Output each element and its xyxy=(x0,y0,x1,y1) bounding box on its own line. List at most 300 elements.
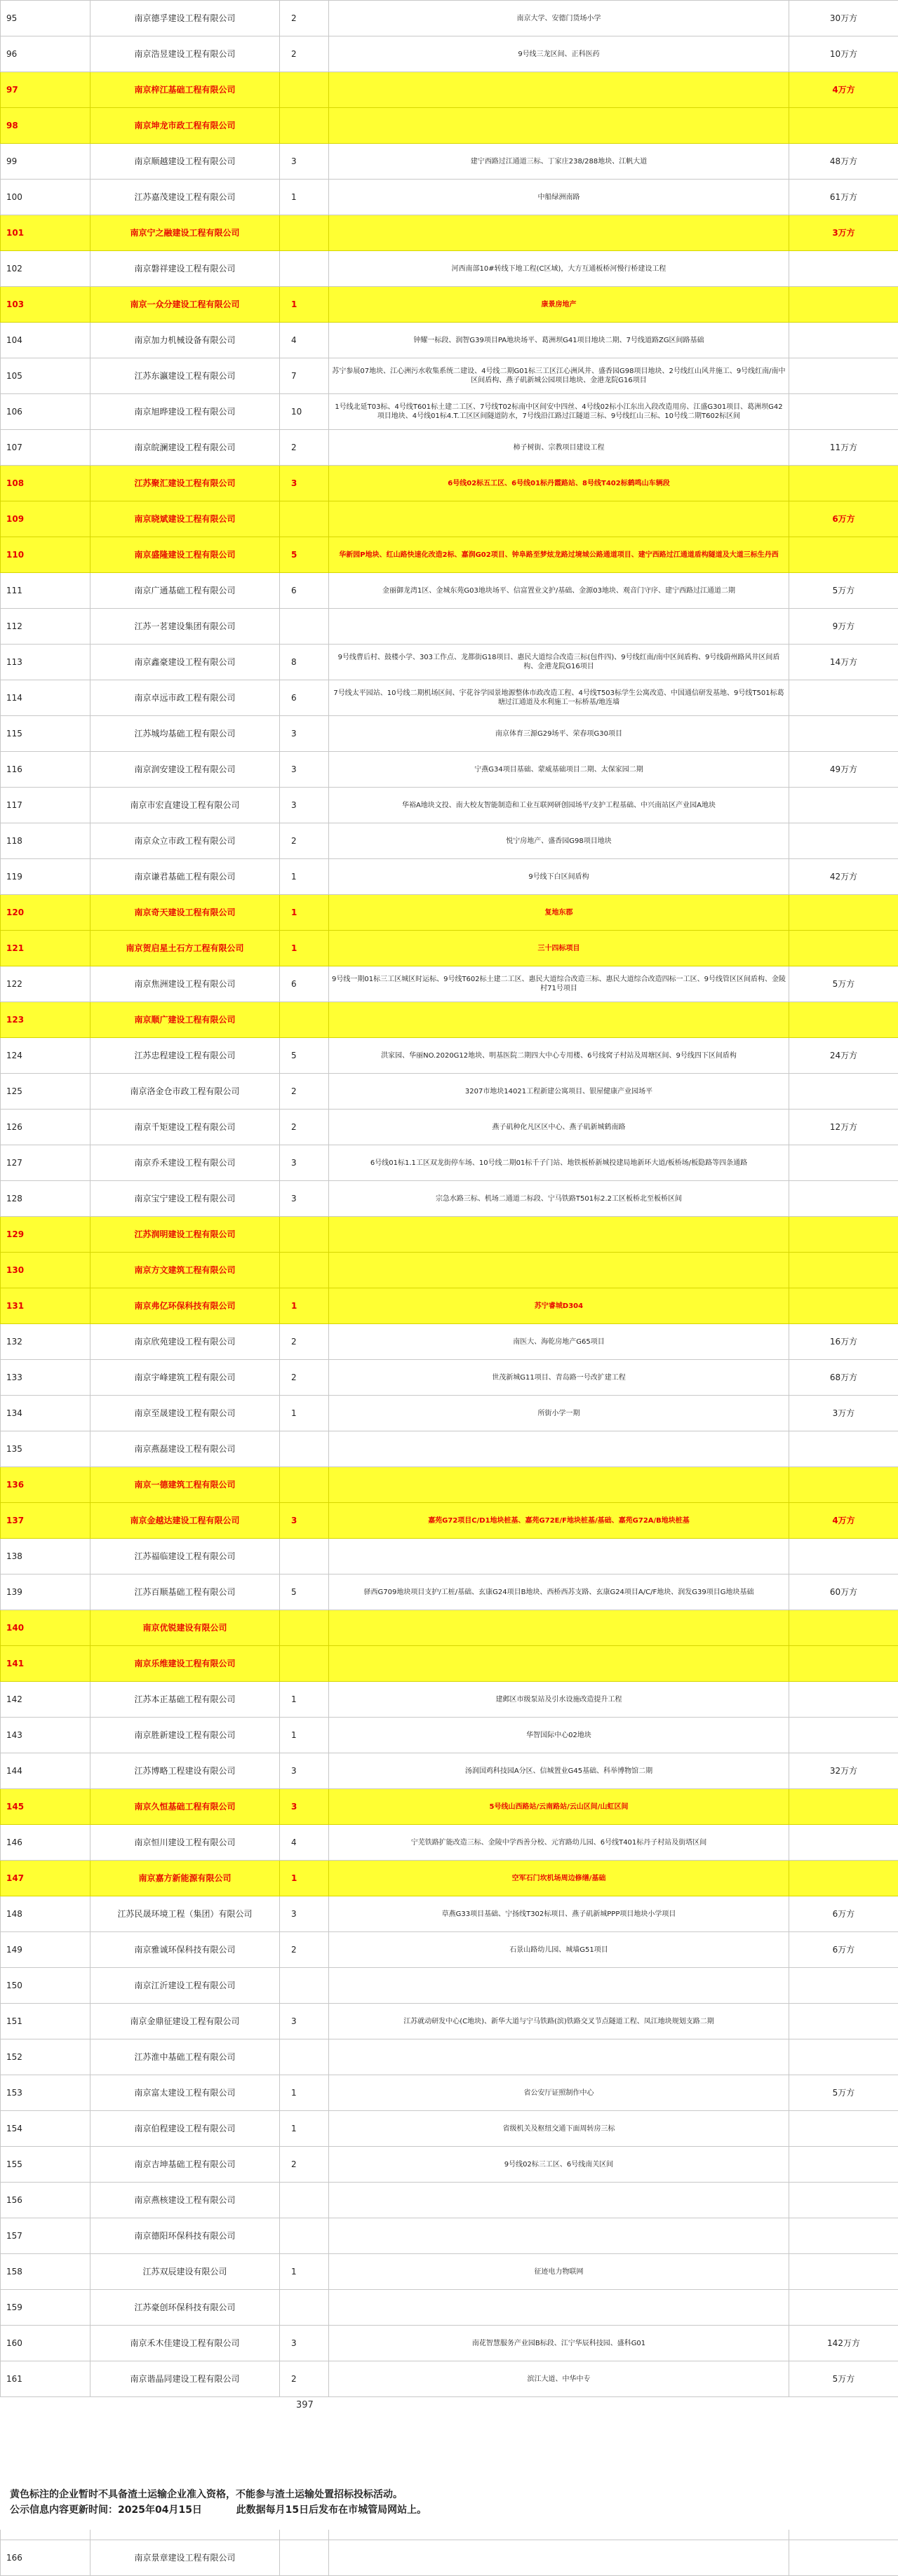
row-index: 98 xyxy=(1,108,91,144)
project-count: 8 xyxy=(280,645,329,680)
row-index: 143 xyxy=(1,1718,91,1753)
project-count: 5 xyxy=(280,1038,329,1074)
project-count: 2 xyxy=(280,1074,329,1110)
project-count: 2 xyxy=(280,1110,329,1145)
table-row xyxy=(1,2326,898,2361)
row-index: 116 xyxy=(1,752,91,788)
earth-volume: 32万方 xyxy=(789,1753,898,1789)
project-count: 3 xyxy=(280,1145,329,1181)
project-list xyxy=(329,1539,789,1574)
row-index: 103 xyxy=(1,287,91,323)
table-row xyxy=(1,1896,898,1932)
row-index: 153 xyxy=(1,2075,91,2111)
company-name: 江苏嘉茂建设工程有限公司 xyxy=(91,180,280,215)
company-name: 南京谦君基础工程有限公司 xyxy=(91,859,280,895)
row-index: 118 xyxy=(1,823,91,859)
footer-notes xyxy=(10,2487,427,2518)
project-list: 苏宁睿城D304 xyxy=(329,1288,789,1324)
project-count xyxy=(280,1467,329,1503)
project-list xyxy=(329,1968,789,2004)
project-list: 三十四标项目 xyxy=(329,931,789,966)
earth-volume: 142万方 xyxy=(789,2326,898,2361)
row-index: 96 xyxy=(1,36,91,72)
row-index: 128 xyxy=(1,1181,91,1217)
earth-volume: 5万方 xyxy=(789,2075,898,2111)
company-name: 江苏聚汇建设工程有限公司 xyxy=(91,466,280,501)
company-name: 江苏润明建设工程有限公司 xyxy=(91,1217,280,1253)
project-count: 6 xyxy=(280,966,329,1002)
project-list: 省级机关及枢纽交通下面周转房三标 xyxy=(329,2111,789,2147)
company-name: 南京宁之融建设工程有限公司 xyxy=(91,215,280,251)
table-row xyxy=(1,323,898,358)
project-count xyxy=(280,1217,329,1253)
table-row xyxy=(1,1,898,36)
company-name: 江苏淮中基础工程有限公司 xyxy=(91,2039,280,2075)
earth-volume xyxy=(789,2540,898,2576)
project-list xyxy=(329,1253,789,1288)
company-name: 南京广通基础工程有限公司 xyxy=(91,573,280,609)
project-list xyxy=(329,215,789,251)
company-name: 南京方文建筑工程有限公司 xyxy=(91,1253,280,1288)
project-list xyxy=(329,2183,789,2218)
project-count: 1 xyxy=(280,2111,329,2147)
table-row xyxy=(1,1181,898,1217)
row-index: 124 xyxy=(1,1038,91,1074)
earth-volume: 9万方 xyxy=(789,609,898,645)
earth-volume xyxy=(789,1002,898,1038)
project-list: 宗急水路三标、机场二通道二标段、宁马铁路T501标2.2工区板桥北至板桥区间 xyxy=(329,1181,789,1217)
project-list: 洪家园、华丽NO.2020G12地块、明基医院二期四大中心专用楼、6号线窝子村站及周塘区间、9号线四下区间盾构 xyxy=(329,1038,789,1074)
row-index: 102 xyxy=(1,251,91,287)
project-count xyxy=(280,2290,329,2326)
project-count xyxy=(280,1002,329,1038)
table-row xyxy=(1,144,898,180)
earth-volume xyxy=(789,1610,898,1646)
project-count xyxy=(280,215,329,251)
company-name: 南京一众分建设工程有限公司 xyxy=(91,287,280,323)
row-index: 132 xyxy=(1,1324,91,1360)
project-list: 南京体育三源G29场平、荣春项G30项目 xyxy=(329,716,789,752)
project-count xyxy=(280,2540,329,2576)
table-row xyxy=(1,2290,898,2326)
project-count: 1 xyxy=(280,1288,329,1324)
project-list: 5号线山西路站/云南路站/云山区间/山虹区间 xyxy=(329,1789,789,1825)
row-index: 147 xyxy=(1,1861,91,1896)
table-row xyxy=(1,716,898,752)
project-count: 3 xyxy=(280,1503,329,1539)
row-index: 104 xyxy=(1,323,91,358)
company-name: 南京胜新建设工程有限公司 xyxy=(91,1718,280,1753)
project-count xyxy=(280,1610,329,1646)
table-row xyxy=(1,788,898,823)
project-list: 9号线02标三工区、6号线南关区间 xyxy=(329,2147,789,2183)
company-name: 南京乔禾建设工程有限公司 xyxy=(91,1145,280,1181)
earth-volume xyxy=(789,823,898,859)
table-row xyxy=(1,752,898,788)
table-body xyxy=(1,1,898,2576)
table-row xyxy=(1,680,898,716)
row-index: 160 xyxy=(1,2326,91,2361)
row-index: 127 xyxy=(1,1145,91,1181)
row-index: 141 xyxy=(1,1646,91,1682)
table-row xyxy=(1,2147,898,2183)
earth-volume xyxy=(789,1253,898,1288)
earth-volume: 48万方 xyxy=(789,144,898,180)
project-count: 10 xyxy=(280,394,329,430)
table-row xyxy=(1,1038,898,1074)
earth-volume xyxy=(789,358,898,394)
company-name: 南京浩昱建设工程有限公司 xyxy=(91,36,280,72)
company-name: 南京至晟建设工程有限公司 xyxy=(91,1396,280,1431)
table-row xyxy=(1,1145,898,1181)
earth-volume: 60万方 xyxy=(789,1574,898,1610)
table-row xyxy=(1,2540,898,2576)
project-list: 6号线02标五工区、6号线01标丹霞路站、8号线T402标鹤鸣山车辆段 xyxy=(329,466,789,501)
earth-volume xyxy=(789,1431,898,1467)
footer-note-yellow-marker: 黄色标注的企业暂时不具备渣土运输企业准入资格，不能参与渣土运输处置招标投标活动。 xyxy=(10,2487,427,2502)
project-list: 康景房地产 xyxy=(329,287,789,323)
project-count: 1 xyxy=(280,895,329,931)
project-list xyxy=(329,609,789,645)
project-count: 3 xyxy=(280,2326,329,2361)
company-name: 南京嘉方新能源有限公司 xyxy=(91,1861,280,1896)
project-count: 5 xyxy=(280,537,329,573)
project-count: 1 xyxy=(280,287,329,323)
earth-volume: 24万方 xyxy=(789,1038,898,1074)
company-name: 南京燕磊建设工程有限公司 xyxy=(91,1431,280,1467)
row-index: 117 xyxy=(1,788,91,823)
project-list: 河西南部10#转线下地工程(C区域)，大方互通板桥河慢行桥建设工程 xyxy=(329,251,789,287)
row-index: 166 xyxy=(1,2540,91,2576)
project-list xyxy=(329,1467,789,1503)
project-list: 宁芜铁路扩能改造三标、金陵中学西善分校、元宵路幼儿园、6号线T401标丹子村站及街塔区间 xyxy=(329,1825,789,1861)
table-row xyxy=(1,1360,898,1396)
project-count: 3 xyxy=(280,144,329,180)
row-index: 137 xyxy=(1,1503,91,1539)
company-name: 南京顺广建设工程有限公司 xyxy=(91,1002,280,1038)
row-index: 101 xyxy=(1,215,91,251)
earth-volume: 3万方 xyxy=(789,215,898,251)
table-row xyxy=(1,180,898,215)
project-list xyxy=(329,1610,789,1646)
earth-volume xyxy=(789,1789,898,1825)
row-index: 158 xyxy=(1,2254,91,2290)
project-count: 3 xyxy=(280,1181,329,1217)
row-index: 138 xyxy=(1,1539,91,1574)
project-list xyxy=(329,501,789,537)
project-count: 1 xyxy=(280,2254,329,2290)
page-footer xyxy=(0,2397,898,2530)
table-row xyxy=(1,394,898,430)
company-name: 南京金鼎征建设工程有限公司 xyxy=(91,2004,280,2039)
table-row xyxy=(1,1968,898,2004)
table-row xyxy=(1,251,898,287)
earth-volume xyxy=(789,680,898,716)
company-name: 南京顺越建设工程有限公司 xyxy=(91,144,280,180)
project-list xyxy=(329,1217,789,1253)
earth-volume xyxy=(789,1467,898,1503)
company-name: 江苏民晟环境工程（集团）有限公司 xyxy=(91,1896,280,1932)
earth-volume xyxy=(789,788,898,823)
earth-volume: 14万方 xyxy=(789,645,898,680)
earth-volume xyxy=(789,2111,898,2147)
project-list xyxy=(329,1431,789,1467)
project-count: 4 xyxy=(280,323,329,358)
company-name: 南京梓江基础工程有限公司 xyxy=(91,72,280,108)
project-list xyxy=(329,72,789,108)
company-name: 南京金越达建设工程有限公司 xyxy=(91,1503,280,1539)
company-name: 南京德阳环保科技有限公司 xyxy=(91,2218,280,2254)
project-count: 2 xyxy=(280,2361,329,2397)
company-name: 江苏忠程建设工程有限公司 xyxy=(91,1038,280,1074)
table-row xyxy=(1,2218,898,2254)
row-index: 145 xyxy=(1,1789,91,1825)
project-list: 柿子树街、宗教项目建设工程 xyxy=(329,430,789,466)
company-name: 南京吉坤基础工程有限公司 xyxy=(91,2147,280,2183)
table-row xyxy=(1,1825,898,1861)
project-list: 华智国际中心02地块 xyxy=(329,1718,789,1753)
earth-volume xyxy=(789,2254,898,2290)
company-name: 江苏双辰建设有限公司 xyxy=(91,2254,280,2290)
table-row xyxy=(1,215,898,251)
company-name: 南京伯程建设工程有限公司 xyxy=(91,2111,280,2147)
project-list xyxy=(329,1002,789,1038)
row-index: 120 xyxy=(1,895,91,931)
company-name: 南京卓远市政工程有限公司 xyxy=(91,680,280,716)
company-name: 江苏东瀛建设工程有限公司 xyxy=(91,358,280,394)
row-index: 105 xyxy=(1,358,91,394)
row-index: 97 xyxy=(1,72,91,108)
earth-volume: 6万方 xyxy=(789,1896,898,1932)
table-row xyxy=(1,1217,898,1253)
row-index: 154 xyxy=(1,2111,91,2147)
row-index: 156 xyxy=(1,2183,91,2218)
table-row xyxy=(1,1539,898,1574)
earth-volume: 42万方 xyxy=(789,859,898,895)
row-index: 150 xyxy=(1,1968,91,2004)
row-index: 107 xyxy=(1,430,91,466)
project-list: 1号线北延T03标、4号线T601标土建二工区、7号线T02标南中区间安中四丝、4号线02标小江东出入段改造用房、江盛G301项目、葛洲坝G42项目地块、4号线01标4.T.工区区间隧道防水，7号线沿江路过江隧道三标、9号线红山三标、10号线二期T602标区间 xyxy=(329,394,789,430)
project-list: 9号线曹后村、鼓楼小学、303工作点、龙都街G18项目、惠民大道综合改造三标(包件四)、9号线红南/南中区间盾构、9号线蔚州路风井区间盾构、金港龙院G16项目 xyxy=(329,645,789,680)
row-index: 161 xyxy=(1,2361,91,2397)
earth-volume xyxy=(789,1145,898,1181)
company-name: 江苏本正基础工程有限公司 xyxy=(91,1682,280,1718)
earth-volume xyxy=(789,2290,898,2326)
company-name: 江苏福临建设工程有限公司 xyxy=(91,1539,280,1574)
project-list: 石景山路幼儿园、城墙G51项目 xyxy=(329,1932,789,1968)
table-row xyxy=(1,1753,898,1789)
row-index: 144 xyxy=(1,1753,91,1789)
table-row xyxy=(1,859,898,895)
row-index: 122 xyxy=(1,966,91,1002)
table-row xyxy=(1,1789,898,1825)
row-index: 95 xyxy=(1,1,91,36)
earth-volume: 4万方 xyxy=(789,1503,898,1539)
earth-volume xyxy=(789,1074,898,1110)
row-index: 110 xyxy=(1,537,91,573)
earth-volume xyxy=(789,931,898,966)
table-row xyxy=(1,2254,898,2290)
project-count: 6 xyxy=(280,573,329,609)
company-name: 南京磐祥建设工程有限公司 xyxy=(91,251,280,287)
company-name: 南京皖澜建设工程有限公司 xyxy=(91,430,280,466)
earth-volume: 3万方 xyxy=(789,1396,898,1431)
project-list: 草燕G33项目基础、宁扬线T302标项目、燕子矶新城PPP项目地块小学项目 xyxy=(329,1896,789,1932)
row-index: 108 xyxy=(1,466,91,501)
project-count: 1 xyxy=(280,1682,329,1718)
project-count: 7 xyxy=(280,358,329,394)
row-index: 155 xyxy=(1,2147,91,2183)
earth-volume xyxy=(789,251,898,287)
project-list: 华裕A地块文投、南大校友智能制造和工业互联网研创园场平/支护工程基础、中兴南站区产业园A地块 xyxy=(329,788,789,823)
project-list: 苏宁参展07地块、江心洲污水收集系统二建设、4号线二期G01标三工区江心洲风井、盛香园G98项目地块、2号线红山风井施工、9号线红南/南中区间盾构、燕子矶新城公园项目地块、金港龙院G16项目 xyxy=(329,358,789,394)
project-count: 3 xyxy=(280,1896,329,1932)
project-list: 中船绿洲南路 xyxy=(329,180,789,215)
earth-volume xyxy=(789,2004,898,2039)
table-row xyxy=(1,287,898,323)
project-list: 9号线下白区间盾构 xyxy=(329,859,789,895)
company-name: 南京欣苑建设工程有限公司 xyxy=(91,1324,280,1360)
project-count xyxy=(280,2183,329,2218)
row-index: 121 xyxy=(1,931,91,966)
project-list: 燕子矶种化凡区区中心、燕子矶新城鹤南路 xyxy=(329,1110,789,1145)
table-row xyxy=(1,430,898,466)
project-count: 1 xyxy=(280,1718,329,1753)
project-list: 江苏就动研发中心(C地块)、新华大道与宁马铁路(滨)铁路交叉节点隧道工程、凤江地块规划支路二期 xyxy=(329,2004,789,2039)
company-name: 南京旭晔建设工程有限公司 xyxy=(91,394,280,430)
row-index: 113 xyxy=(1,645,91,680)
company-name: 南京禾木佳建设工程有限公司 xyxy=(91,2326,280,2361)
table-row xyxy=(1,1396,898,1431)
project-count xyxy=(280,1431,329,1467)
project-count xyxy=(280,2218,329,2254)
company-name: 江苏博略工程建设有限公司 xyxy=(91,1753,280,1789)
project-list: 3207市地块14021工程新建公寓项目、银屋健康产业园场平 xyxy=(329,1074,789,1110)
project-list: 南京大学、安德门货场小学 xyxy=(329,1,789,36)
table-row xyxy=(1,1324,898,1360)
project-count xyxy=(280,2039,329,2075)
earth-volume xyxy=(789,1682,898,1718)
project-list xyxy=(329,2540,789,2576)
project-count: 3 xyxy=(280,752,329,788)
row-index: 131 xyxy=(1,1288,91,1324)
table-row xyxy=(1,537,898,573)
project-list: 复地东郡 xyxy=(329,895,789,931)
company-name: 南京鑫豪建设工程有限公司 xyxy=(91,645,280,680)
company-name: 江苏一茗建设集团有限公司 xyxy=(91,609,280,645)
row-index: 135 xyxy=(1,1431,91,1467)
row-index: 139 xyxy=(1,1574,91,1610)
project-count xyxy=(280,251,329,287)
table-row xyxy=(1,2361,898,2397)
table-row xyxy=(1,609,898,645)
table-row xyxy=(1,1682,898,1718)
table-row xyxy=(1,1431,898,1467)
project-count: 1 xyxy=(280,1396,329,1431)
table-row xyxy=(1,2004,898,2039)
earth-volume xyxy=(789,1861,898,1896)
row-index: 157 xyxy=(1,2218,91,2254)
project-count xyxy=(280,1539,329,1574)
table-row xyxy=(1,358,898,394)
project-count xyxy=(280,72,329,108)
table-row xyxy=(1,1288,898,1324)
project-list: 宁燕G34项目基础、蒙威基础项目二期、太保家园二期 xyxy=(329,752,789,788)
table-row xyxy=(1,2039,898,2075)
table-row xyxy=(1,1932,898,1968)
earth-volume: 61万方 xyxy=(789,180,898,215)
project-list xyxy=(329,1646,789,1682)
company-name: 江苏百顺基础工程有限公司 xyxy=(91,1574,280,1610)
company-name: 南京宇峰建筑工程有限公司 xyxy=(91,1360,280,1396)
earth-volume xyxy=(789,1718,898,1753)
earth-volume: 30万方 xyxy=(789,1,898,36)
row-index: 115 xyxy=(1,716,91,752)
project-list: 省公安厅证照制作中心 xyxy=(329,2075,789,2111)
earth-volume xyxy=(789,1181,898,1217)
project-list: 南花智慧服务产业园B标段、江宁华辰科技园、盛科G01 xyxy=(329,2326,789,2361)
row-index: 112 xyxy=(1,609,91,645)
project-count: 2 xyxy=(280,1,329,36)
project-count: 3 xyxy=(280,716,329,752)
earth-volume: 10万方 xyxy=(789,36,898,72)
project-list: 滨江大道、中华中专 xyxy=(329,2361,789,2397)
project-list: 征迹电力物联网 xyxy=(329,2254,789,2290)
project-list: 南医大、海乾房地产G65项目 xyxy=(329,1324,789,1360)
row-index: 151 xyxy=(1,2004,91,2039)
company-name: 南京谐晶同建设工程有限公司 xyxy=(91,2361,280,2397)
project-count: 1 xyxy=(280,180,329,215)
row-index: 129 xyxy=(1,1217,91,1253)
project-list xyxy=(329,2290,789,2326)
project-count: 2 xyxy=(280,36,329,72)
company-name: 南京燕核建设工程有限公司 xyxy=(91,2183,280,2218)
project-count: 2 xyxy=(280,2147,329,2183)
project-count: 2 xyxy=(280,1932,329,1968)
earth-volume: 5万方 xyxy=(789,2361,898,2397)
row-index: 152 xyxy=(1,2039,91,2075)
project-count: 1 xyxy=(280,2075,329,2111)
table-row xyxy=(1,645,898,680)
project-list: 金丽御龙湾1区、金城东苑G03地块场平、信富置业文护/基础、金源03地块、观音门守序、建宁西路过江通道二期 xyxy=(329,573,789,609)
row-index: 99 xyxy=(1,144,91,180)
table-row xyxy=(1,466,898,501)
table-row xyxy=(1,1861,898,1896)
project-list: 嘉苑G72项目C/D1地块桩基、嘉苑G72E/F地块桩基/基础、嘉苑G72A/B地块桩基 xyxy=(329,1503,789,1539)
table-row xyxy=(1,966,898,1002)
project-list: 7号线太平园站、10号线二期机场区间、宇花谷学园景地源整体市政改造工程、4号线T503标学生公寓改造、中国通信研发基地、9号线T501标葛塘过江通道及水利施工一标桥基/地连墙 xyxy=(329,680,789,716)
earth-volume: 49万方 xyxy=(789,752,898,788)
company-name: 南京久恒基础工程有限公司 xyxy=(91,1789,280,1825)
company-name: 南京雅诚环保科技有限公司 xyxy=(91,1932,280,1968)
table-row xyxy=(1,1503,898,1539)
project-count: 2 xyxy=(280,1324,329,1360)
row-index: 106 xyxy=(1,394,91,430)
table-row xyxy=(1,108,898,144)
project-count: 2 xyxy=(280,430,329,466)
row-index: 136 xyxy=(1,1467,91,1503)
row-index: 134 xyxy=(1,1396,91,1431)
row-index: 142 xyxy=(1,1682,91,1718)
company-name: 南京焦洲建设工程有限公司 xyxy=(91,966,280,1002)
row-index: 114 xyxy=(1,680,91,716)
company-name: 南京宝宁建设工程有限公司 xyxy=(91,1181,280,1217)
project-list: 悦宁房地产、盛香园G98项目地块 xyxy=(329,823,789,859)
earth-volume: 5万方 xyxy=(789,966,898,1002)
project-count: 6 xyxy=(280,680,329,716)
project-list xyxy=(329,2039,789,2075)
row-index: 130 xyxy=(1,1253,91,1288)
